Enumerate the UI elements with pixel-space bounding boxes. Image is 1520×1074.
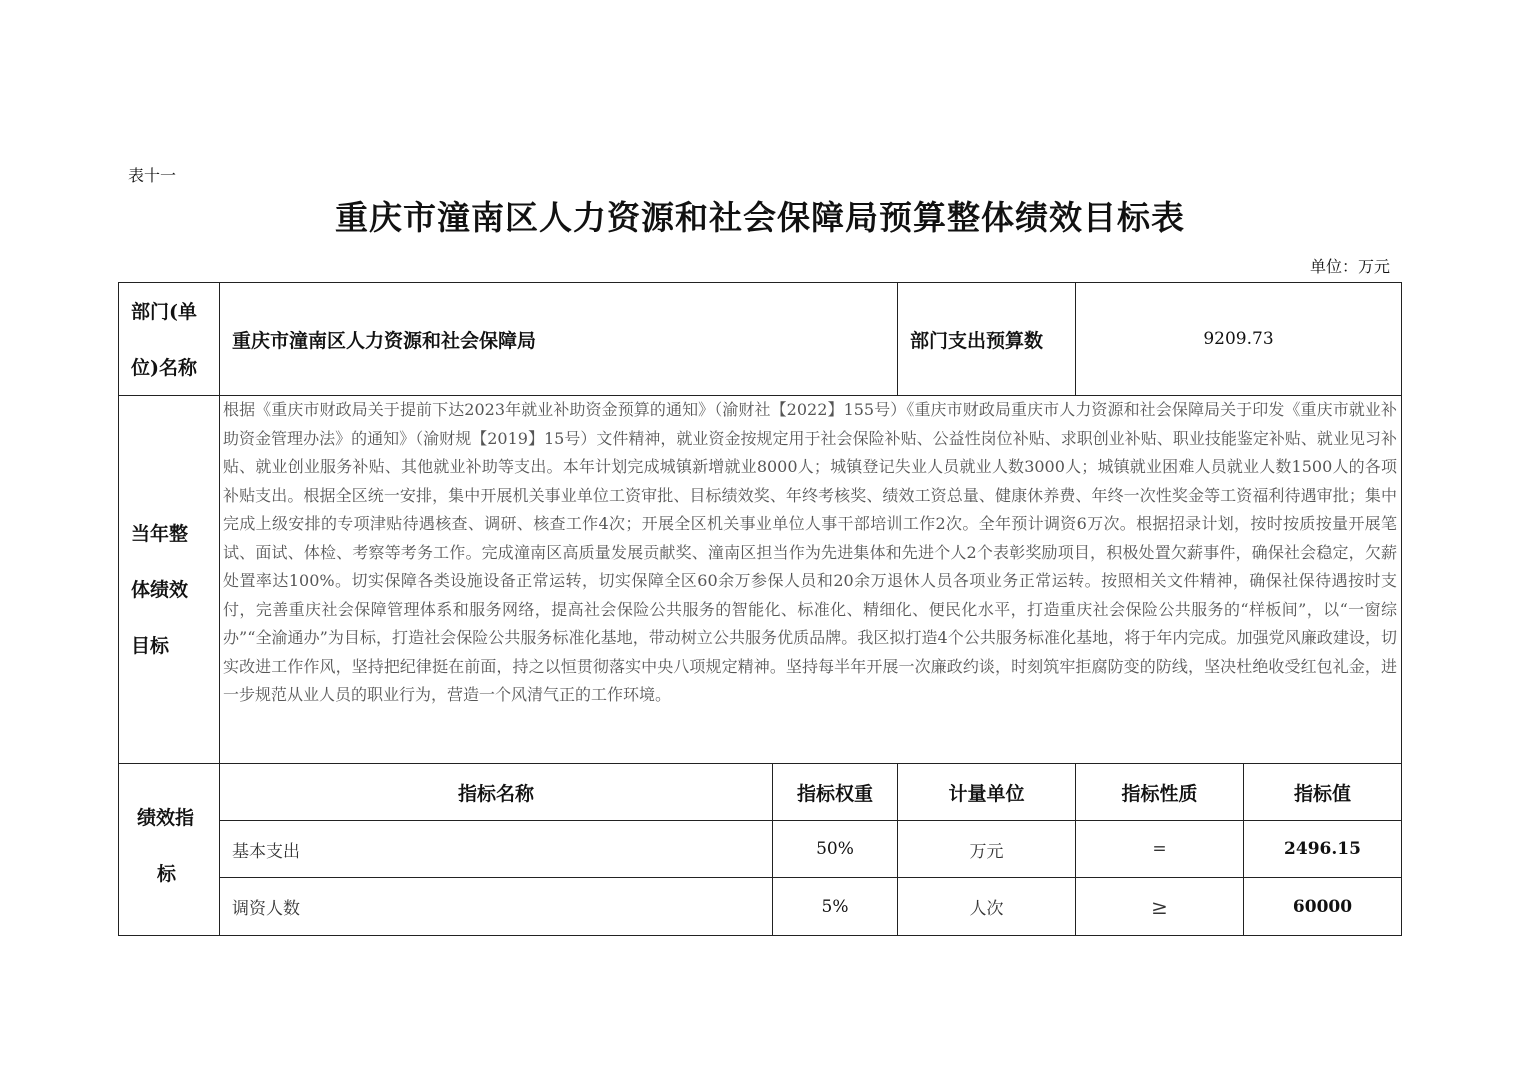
header-indicator-name: 指标名称 <box>219 763 773 821</box>
table-row-unit: 万元 <box>897 820 1076 878</box>
header-measure-unit: 计量单位 <box>897 763 1076 821</box>
table-number-label: 表十一 <box>128 166 177 185</box>
table-row-unit: 人次 <box>897 877 1076 936</box>
dept-name-label: 部门(单 位)名称 <box>118 282 220 396</box>
annual-goal-label: 当年整 体绩效 目标 <box>118 395 220 764</box>
table-row-weight: 50% <box>772 820 898 878</box>
budget-label: 部门支出预算数 <box>897 282 1076 396</box>
dept-name-value: 重庆市潼南区人力资源和社会保障局 <box>219 282 898 396</box>
page-title: 重庆市潼南区人力资源和社会保障局预算整体绩效目标表 <box>335 198 1185 237</box>
header-indicator-weight: 指标权重 <box>772 763 898 821</box>
table-row-name: 基本支出 <box>219 820 773 878</box>
table-row-value: 2496.15 <box>1243 820 1402 878</box>
budget-value: 9209.73 <box>1075 282 1402 396</box>
table-row-nature: = <box>1075 820 1244 878</box>
header-indicator-value: 指标值 <box>1243 763 1402 821</box>
indicators-label: 绩效指 标 <box>118 763 220 936</box>
performance-target-table <box>118 282 1402 936</box>
table-row-value: 60000 <box>1243 877 1402 936</box>
annual-goal-text: 根据《重庆市财政局关于提前下达2023年就业补助资金预算的通知》（渝财社【2022】155号）《重庆市财政局重庆市人力资源和社会保障局关于印发《重庆市就业补助资金管理办法》的通知》（渝财规【2019】15号）文件精神，就业资金按规定用于社会保险补贴、公益性岗位补贴、求职创业补贴、职业技能鉴定补贴、就业见习补贴、就业创业服务补贴、其他就业补助等支出。本年计划完成城镇新增就业8000人；城镇登记失业人员就业人数3000人；城镇就业困难人员就业人数1500人的各项补贴支出。根据全区统一安排，集中开展机关事业单位工资审批、目标绩效奖、年终考核奖、绩效工资总量、健康休养费、年终一次性奖金等工资福利待遇审批；集中完成上级安排的专项津贴待遇核查、调研、核查工作4次；开展全区机关事业单位人事干部培训工作2次。全年预计调资6万次。根据招录计划，按时按质按量开展笔试、面试、体检、考察等考务工作。完成潼南区高质量发展贡献奖、潼南区担当作为先进集体和先进个人2个表彰奖励项目，积极处置欠薪事件，确保社会稳定，欠薪处置率达100%。切实保障各类设施设备正常运转，切实保障全区60余万参保人员和20余万退休人员各项业务正常运转。按照相关文件精神，确保社保待遇按时支付，完善重庆社会保障管理体系和服务网络，提高社会保险公共服务的智能化、标准化、精细化、便民化水平，打造重庆社会保险公共服务的“样板间”，以“一窗综办”“全渝通办”为目标，打造社会保险公共服务标准化基地，带动树立公共服务优质品牌。我区拟打造4个公共服务标准化基地，将于年内完成。加强党风廉政建设，切实改进工作作风，坚持把纪律挺在前面，持之以恒贯彻落实中央八项规定精神。坚持每半年开展一次廉政约谈，时刻筑牢拒腐防变的防线，坚决杜绝收受红包礼金，进一步规范从业人员的职业行为，营造一个风清气正的工作环境。 <box>219 395 1402 764</box>
table-row-weight: 5% <box>772 877 898 936</box>
header-indicator-nature: 指标性质 <box>1075 763 1244 821</box>
table-row-nature: ≥ <box>1075 877 1244 936</box>
unit-note: 单位：万元 <box>1309 257 1390 276</box>
table-row-name: 调资人数 <box>219 877 773 936</box>
